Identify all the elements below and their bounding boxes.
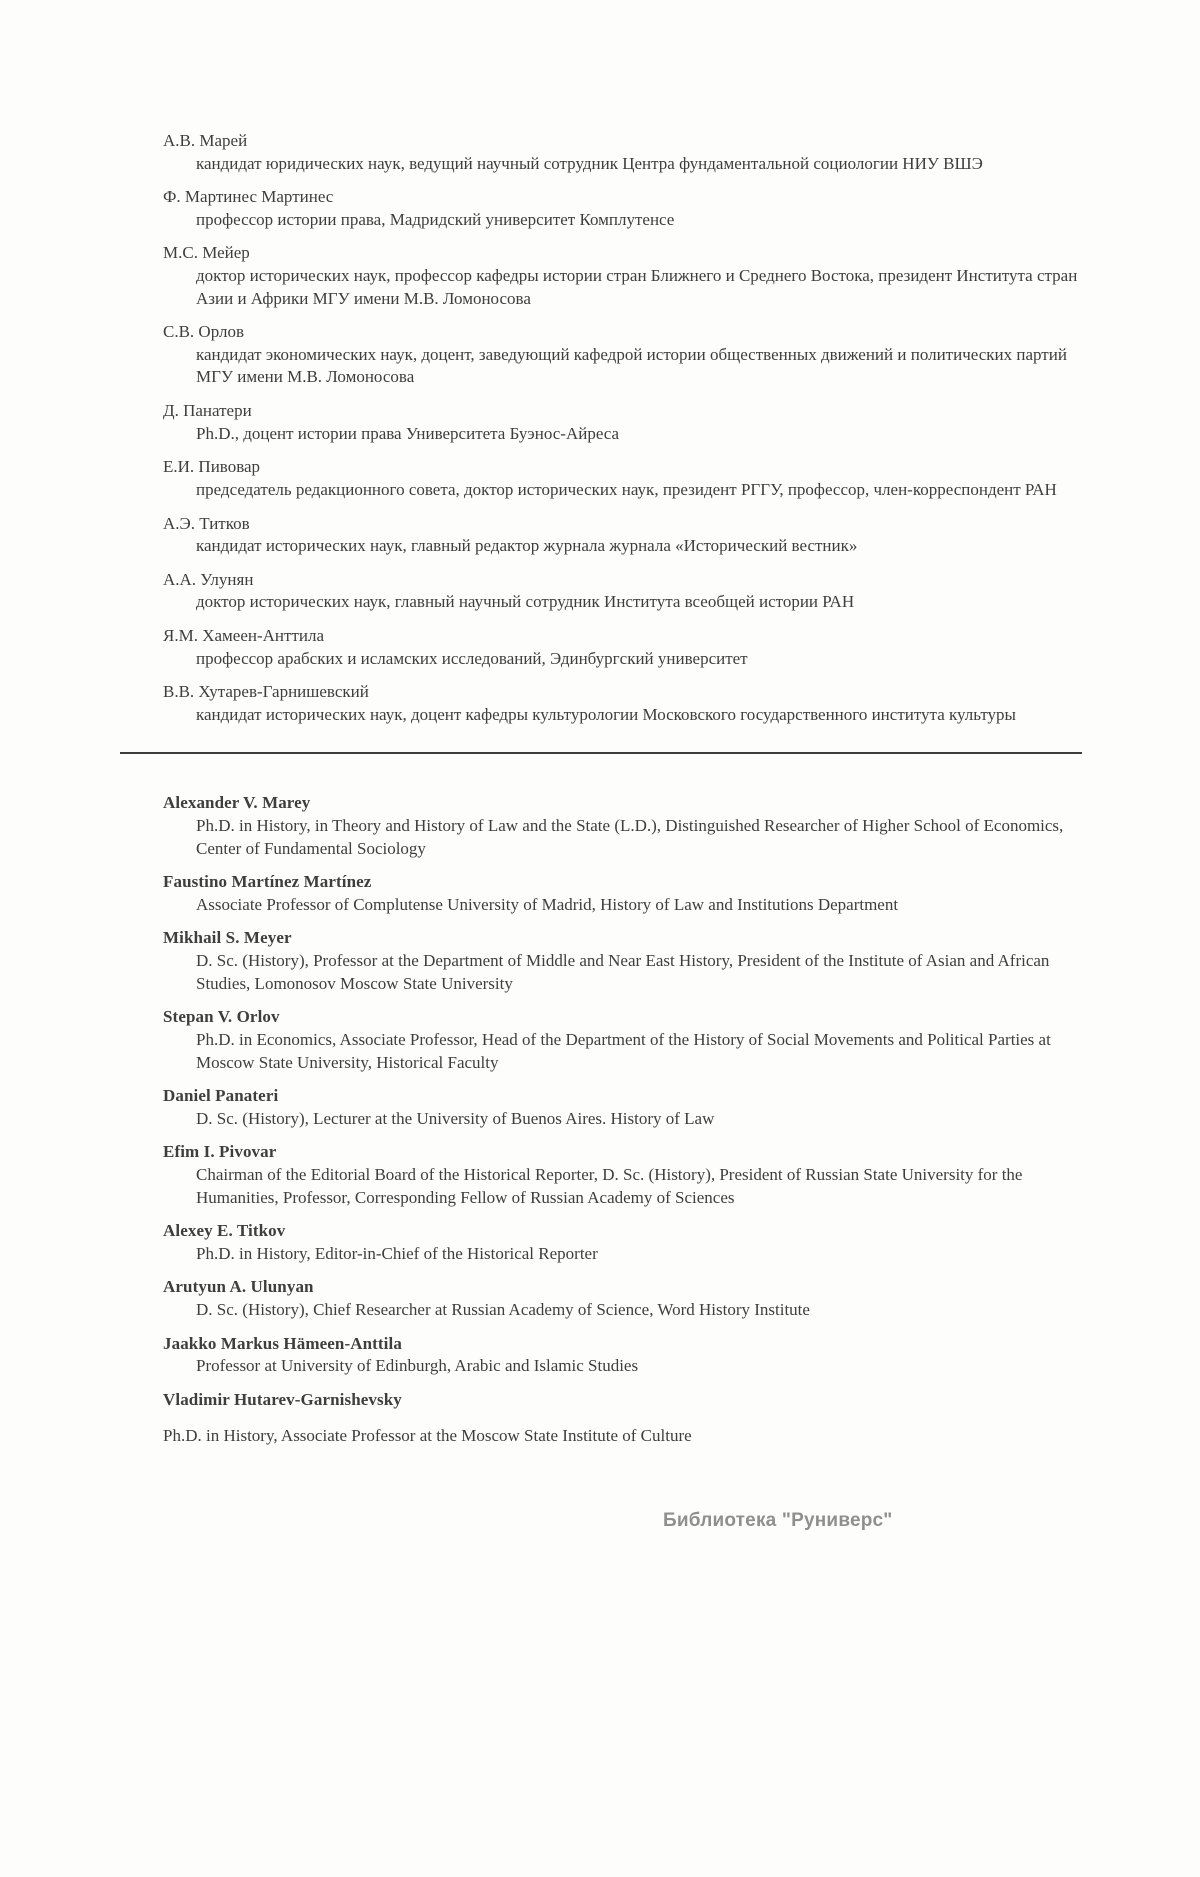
contributor-name: Vladimir Hutarev-Garnishevsky (163, 1389, 402, 1409)
contributor-name: А.Э. Титков (163, 513, 250, 533)
contributor-name: С.В. Орлов (163, 322, 244, 342)
contributor-entry (163, 130, 1082, 175)
section-divider (120, 752, 1082, 754)
contributor-description: D. Sc. (History), Lecturer at the University of Buenos Aires. History of Law (196, 1108, 715, 1128)
contributor-description: Ph.D. in History, Associate Professor at the Moscow State Institute of Culture (163, 1426, 692, 1446)
contributor-name: Д. Панатери (163, 401, 252, 421)
contributor-description: кандидат исторических наук, главный редактор журнала журнала «Исторический вестник» (196, 536, 858, 556)
contributor-name: Arutyun A. Ulunyan (163, 1277, 314, 1297)
contributor-entry (163, 321, 1082, 389)
contributor-entry (163, 681, 1082, 726)
contributor-name: Я.М. Хамеен-Анттила (163, 625, 324, 645)
contributor-entry (163, 1085, 1082, 1130)
contributor-description: Ph.D., доцент истории права Университета Буэнос-Айреса (196, 423, 620, 443)
contributor-description: доктор исторических наук, главный научный сотрудник Института всеобщей истории РАН (196, 592, 855, 612)
contributor-description: кандидат исторических наук, доцент кафедры культурологии Московского государственного института культуры (196, 704, 1016, 724)
contributor-name: А.В. Марей (163, 131, 248, 150)
watermark-library-runivers: Библиотека "Руниверс" (663, 1510, 893, 1531)
contributor-entry (163, 1220, 1082, 1265)
english-contributors-section (163, 792, 1082, 1448)
contributor-entry (163, 569, 1082, 614)
contributor-name: Е.И. Пивовар (163, 457, 261, 477)
contributor-name: Mikhail S. Meyer (163, 928, 292, 948)
contributor-description: кандидат экономических наук, доцент, заведующий кафедрой истории общественных движений и политических партий МГУ имени М.В. Ломоносова (196, 344, 1072, 387)
contributor-entry (163, 871, 1082, 916)
contributor-description: Ph.D. in Economics, Associate Professor, Head of the Department of the History of Social Movements and Political Parties at Moscow State University, Historical Faculty (196, 1029, 1056, 1072)
contributor-entry (163, 792, 1082, 860)
contributor-entry (163, 456, 1082, 501)
contributor-description: профессор истории права, Мадридский университет Комплутенсе (196, 209, 675, 229)
contributor-description: Ph.D. in History, in Theory and History of Law and the State (L.D.), Distinguished Researcher of Higher School of Economics, Center of Fundamental Sociology (196, 816, 1068, 858)
russian-contributors-section (163, 130, 1082, 726)
contributor-entry (163, 1006, 1082, 1074)
contributor-name: А.А. Улунян (163, 569, 254, 589)
contributor-description: кандидат юридических наук, ведущий научный сотрудник Центра фундаментальной социологии НИУ ВШЭ (196, 153, 983, 173)
contributor-entry (163, 1276, 1082, 1321)
contributor-description: D. Sc. (History), Chief Researcher at Russian Academy of Science, Word History Institute (196, 1299, 810, 1319)
contributor-entry (163, 400, 1082, 445)
contributor-entry (163, 513, 1082, 558)
contributor-description: Chairman of the Editorial Board of the Historical Reporter, D. Sc. (History), President of Russian State University for the Humanities, Professor, Corresponding Fellow of Russian Academy of Sciences (196, 1164, 1027, 1207)
contributor-entry (163, 625, 1082, 670)
contributor-name: Stepan V. Orlov (163, 1007, 280, 1027)
contributor-description: Ph.D. in History, Editor-in-Chief of the Historical Reporter (196, 1243, 598, 1263)
contributor-entry (163, 1389, 1082, 1448)
contributor-name: Alexey E. Titkov (163, 1221, 286, 1241)
contributor-name: Daniel Panateri (163, 1086, 279, 1106)
contributor-entry (163, 186, 1082, 231)
contributor-description: Professor at University of Edinburgh, Arabic and Islamic Studies (196, 1356, 639, 1376)
contributor-entry (163, 1333, 1082, 1378)
contributor-entry (163, 242, 1082, 310)
contributor-name: Alexander V. Marey (163, 793, 311, 813)
contributor-name: Jaakko Markus Hämeen-Anttila (163, 1333, 402, 1353)
contributor-name: Faustino Martínez Martínez (163, 872, 372, 892)
contributor-name: Efim I. Pivovar (163, 1142, 277, 1162)
contributor-description: председатель редакционного совета, доктор исторических наук, президент РГГУ, профессор, член-корреспондент РАН (196, 479, 1057, 499)
contributor-name: Ф. Мартинес Мартинес (163, 187, 334, 207)
contributor-name: В.В. Хутарев-Гарнишевский (163, 682, 369, 702)
contributor-entry (163, 927, 1082, 995)
contributor-description: Associate Professor of Complutense University of Madrid, History of Law and Institutions Department (196, 894, 899, 914)
contributor-description: профессор арабских и исламских исследований, Эдинбургский университет (196, 648, 748, 668)
contributor-entry (163, 1141, 1082, 1209)
contributor-description: доктор исторических наук, профессор кафедры истории стран Ближнего и Среднего Востока, президент Института стран Азии и Африки МГУ имени М.В. Ломоносова (196, 266, 1082, 308)
contributor-description: D. Sc. (History), Professor at the Department of Middle and Near East History, President of the Institute of Asian and African Studies, Lomonosov Moscow State University (196, 951, 1054, 993)
contributor-name: М.С. Мейер (163, 243, 250, 263)
